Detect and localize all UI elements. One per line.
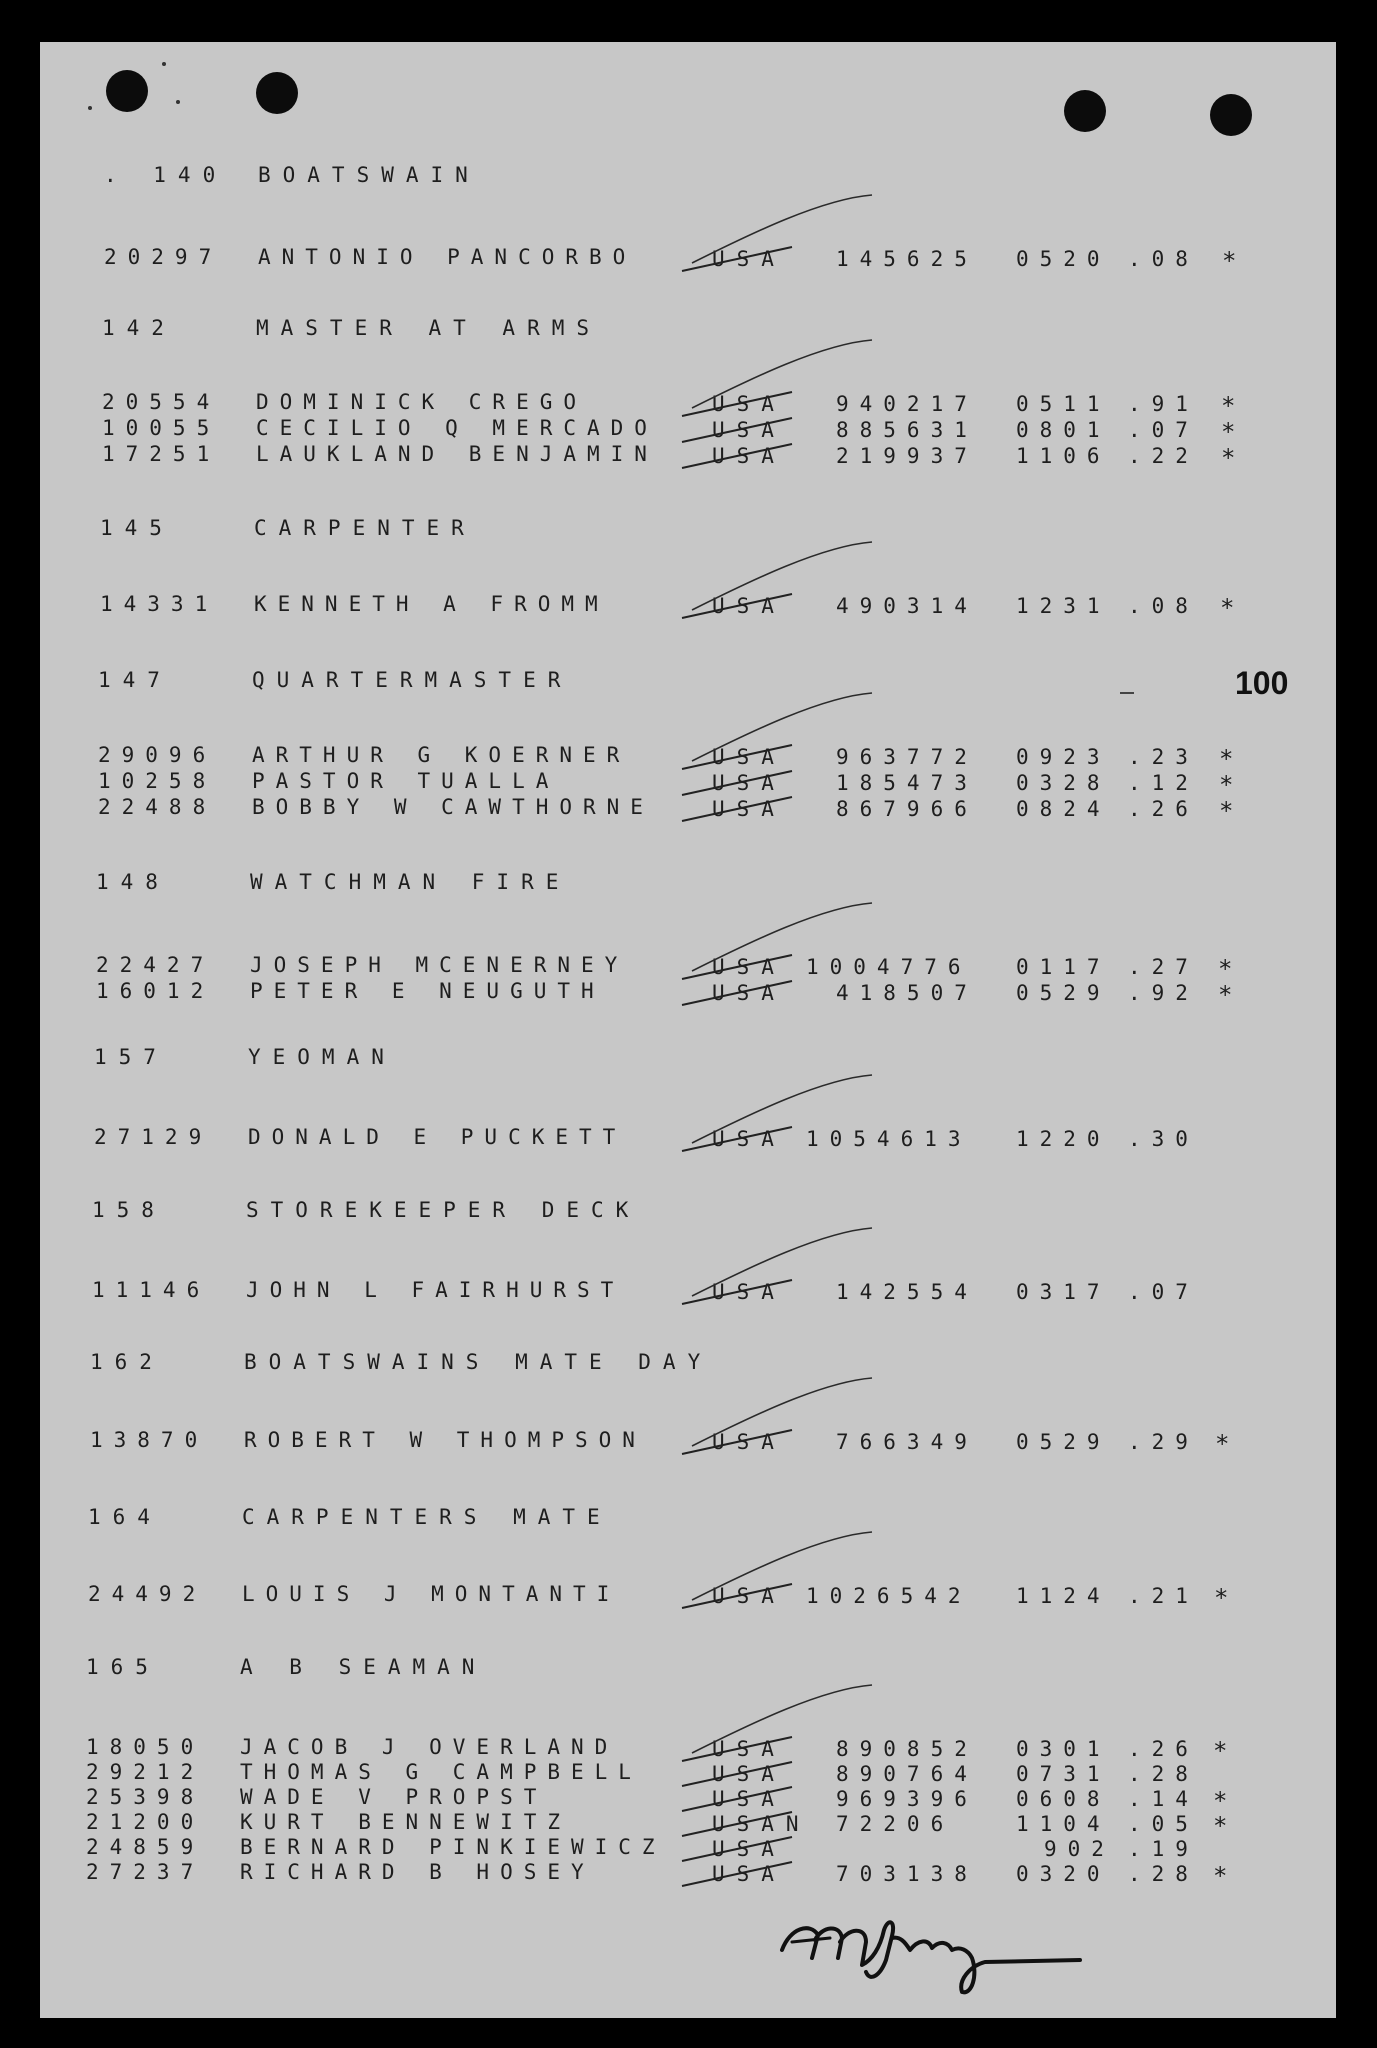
section-title: YEOMAN bbox=[248, 1045, 396, 1069]
employee-name: LAUKLAND BENJAMIN bbox=[256, 442, 658, 466]
section-title: BOATSWAINS MATE DAY bbox=[244, 1350, 713, 1374]
asterisk-mark: * bbox=[1219, 797, 1234, 825]
date-code: 1106 bbox=[1016, 444, 1111, 468]
employee-name: BERNARD PINKIEWICZ bbox=[240, 1835, 666, 1859]
value: .28 bbox=[1128, 1762, 1199, 1786]
employee-id: 13870 bbox=[90, 1428, 209, 1452]
employee-name: PASTOR TUALLA bbox=[252, 769, 560, 793]
date-code: 0117 bbox=[1016, 955, 1111, 979]
value: .91 bbox=[1128, 392, 1199, 416]
certificate-number: 940217 bbox=[836, 392, 978, 416]
citizenship: USA bbox=[712, 1862, 786, 1886]
value: .12 bbox=[1128, 771, 1199, 795]
value: .28 bbox=[1128, 1862, 1199, 1886]
citizenship: USA bbox=[712, 247, 786, 271]
date-code: 0520 bbox=[1016, 247, 1111, 271]
employee-id: 27129 bbox=[94, 1125, 213, 1149]
section-code: 157 bbox=[94, 1045, 168, 1069]
employee-id: 18050 bbox=[86, 1735, 205, 1759]
citizenship: USA bbox=[712, 745, 786, 769]
value: .23 bbox=[1128, 745, 1199, 769]
date-code: 902 bbox=[1044, 1837, 1115, 1861]
value: .29 bbox=[1128, 1430, 1199, 1454]
asterisk-mark: * bbox=[1213, 1812, 1228, 1840]
certificate-number: 142554 bbox=[836, 1280, 978, 1304]
employee-name: BOBBY W CAWTHORNE bbox=[252, 795, 654, 819]
value: .27 bbox=[1128, 955, 1199, 979]
date-code: 0801 bbox=[1016, 418, 1111, 442]
employee-name: ANTONIO PANCORBO bbox=[258, 245, 637, 269]
employee-id: 11146 bbox=[92, 1278, 211, 1302]
certificate-number: 1054613 bbox=[806, 1127, 972, 1151]
section-code: 145 bbox=[100, 516, 174, 540]
date-code: 0824 bbox=[1016, 797, 1111, 821]
asterisk-mark: * bbox=[1219, 745, 1234, 773]
value: .07 bbox=[1128, 418, 1199, 442]
section-title: A B SEAMAN bbox=[240, 1655, 487, 1679]
employee-id: 17251 bbox=[102, 442, 221, 466]
employee-name: WADE V PROPST bbox=[240, 1785, 548, 1809]
employee-name: CECILIO Q MERCADO bbox=[256, 416, 658, 440]
employee-name: JOHN L FAIRHURST bbox=[246, 1278, 625, 1302]
date-code: 1220 bbox=[1016, 1127, 1111, 1151]
value: .92 bbox=[1128, 981, 1199, 1005]
date-code: 0529 bbox=[1016, 981, 1111, 1005]
value: .30 bbox=[1128, 1127, 1199, 1151]
certificate-number: 703138 bbox=[836, 1862, 978, 1886]
section-code: 162 bbox=[90, 1350, 164, 1374]
employee-name: ARTHUR G KOERNER bbox=[252, 743, 631, 767]
section-title: MASTER AT ARMS bbox=[256, 316, 602, 340]
employee-name: DONALD E PUCKETT bbox=[248, 1125, 627, 1149]
value: .08 bbox=[1128, 247, 1199, 271]
section-code: 158 bbox=[92, 1198, 166, 1222]
employee-id: 24859 bbox=[86, 1835, 205, 1859]
employee-id: 14331 bbox=[100, 592, 219, 616]
citizenship: USA bbox=[712, 1762, 786, 1786]
value: .14 bbox=[1128, 1787, 1199, 1811]
certificate-number: 885631 bbox=[836, 418, 978, 442]
employee-name: RICHARD B HOSEY bbox=[240, 1860, 595, 1884]
certificate-number: 890852 bbox=[836, 1737, 978, 1761]
citizenship: USA bbox=[712, 771, 786, 795]
section-title: CARPENTER bbox=[254, 516, 476, 540]
date-code: 1231 bbox=[1016, 594, 1111, 618]
employee-id: 24492 bbox=[88, 1582, 207, 1606]
section-title: QUARTERMASTER bbox=[252, 668, 573, 692]
employee-id: 22488 bbox=[98, 795, 217, 819]
certificate-number: 1026542 bbox=[806, 1584, 972, 1608]
value: .26 bbox=[1128, 1737, 1199, 1761]
section-code: 148 bbox=[96, 870, 170, 894]
section-code: . 140 bbox=[104, 163, 228, 187]
value: .05 bbox=[1128, 1812, 1199, 1836]
page-number: 100 bbox=[1235, 665, 1289, 701]
employee-name: THOMAS G CAMPBELL bbox=[240, 1760, 642, 1784]
asterisk-mark: * bbox=[1218, 955, 1233, 983]
margin-dash bbox=[1120, 692, 1134, 694]
employee-name: ROBERT W THOMPSON bbox=[244, 1428, 646, 1452]
employee-name: KENNETH A FROMM bbox=[254, 592, 609, 616]
citizenship: USA bbox=[712, 594, 786, 618]
employee-id: 16012 bbox=[96, 979, 215, 1003]
employee-id: 10055 bbox=[102, 416, 221, 440]
certificate-number: 418507 bbox=[836, 981, 978, 1005]
certificate-number: 490314 bbox=[836, 594, 978, 618]
employee-id: 21200 bbox=[86, 1810, 205, 1834]
employee-id: 29212 bbox=[86, 1760, 205, 1784]
date-code: 0923 bbox=[1016, 745, 1111, 769]
date-code: 0328 bbox=[1016, 771, 1111, 795]
certificate-number: 890764 bbox=[836, 1762, 978, 1786]
certificate-number: 963772 bbox=[836, 745, 978, 769]
employee-id: 10258 bbox=[98, 769, 217, 793]
date-code: 0301 bbox=[1016, 1737, 1111, 1761]
asterisk-mark: * bbox=[1215, 1430, 1230, 1458]
section-code: 147 bbox=[98, 668, 172, 692]
certificate-number: 867966 bbox=[836, 797, 978, 821]
date-code: 1104 bbox=[1016, 1812, 1111, 1836]
citizenship: USA bbox=[712, 1280, 786, 1304]
citizenship: USA bbox=[712, 444, 786, 468]
employee-id: 20297 bbox=[104, 245, 223, 269]
citizenship: USA bbox=[712, 1584, 786, 1608]
asterisk-mark: * bbox=[1218, 981, 1233, 1009]
citizenship: USA bbox=[712, 392, 786, 416]
date-code: 0608 bbox=[1016, 1787, 1111, 1811]
asterisk-mark: * bbox=[1219, 771, 1234, 799]
employee-name: KURT BENNEWITZ bbox=[240, 1810, 572, 1834]
asterisk-mark: * bbox=[1220, 594, 1235, 622]
certificate-number: 185473 bbox=[836, 771, 978, 795]
value: .26 bbox=[1128, 797, 1199, 821]
employee-name: LOUIS J MONTANTI bbox=[242, 1582, 621, 1606]
citizenship: USA bbox=[712, 1430, 786, 1454]
employee-id: 20554 bbox=[102, 390, 221, 414]
certificate-number: 145625 bbox=[836, 247, 978, 271]
value: .22 bbox=[1128, 444, 1199, 468]
section-code: 164 bbox=[88, 1505, 162, 1529]
employee-id: 22427 bbox=[96, 953, 215, 977]
employee-name: PETER E NEUGUTH bbox=[250, 979, 605, 1003]
asterisk-mark: * bbox=[1213, 1862, 1228, 1890]
certificate-number: 969396 bbox=[836, 1787, 978, 1811]
employee-id: 29096 bbox=[98, 743, 217, 767]
citizenship: USAN bbox=[712, 1812, 811, 1836]
asterisk-mark: * bbox=[1213, 1787, 1228, 1815]
section-code: 165 bbox=[86, 1655, 160, 1679]
asterisk-mark: * bbox=[1214, 1584, 1229, 1612]
employee-id: 25398 bbox=[86, 1785, 205, 1809]
value: .07 bbox=[1128, 1280, 1199, 1304]
asterisk-mark: * bbox=[1222, 247, 1237, 275]
certificate-number: 219937 bbox=[836, 444, 978, 468]
date-code: 0731 bbox=[1016, 1762, 1111, 1786]
value: .08 bbox=[1128, 594, 1199, 618]
date-code: 0511 bbox=[1016, 392, 1111, 416]
value: .19 bbox=[1128, 1837, 1199, 1861]
date-code: 1124 bbox=[1016, 1584, 1111, 1608]
section-title: WATCHMAN FIRE bbox=[250, 870, 571, 894]
citizenship: USA bbox=[712, 1127, 786, 1151]
citizenship: USA bbox=[712, 1787, 786, 1811]
citizenship: USA bbox=[712, 1737, 786, 1761]
certificate-number: 1004776 bbox=[806, 955, 972, 979]
section-title: STOREKEEPER DECK bbox=[246, 1198, 641, 1222]
citizenship: USA bbox=[712, 418, 786, 442]
section-title: CARPENTERS MATE bbox=[242, 1505, 612, 1529]
asterisk-mark: * bbox=[1213, 1737, 1228, 1765]
certificate-number: 766349 bbox=[836, 1430, 978, 1454]
citizenship: USA bbox=[712, 797, 786, 821]
employee-name: JOSEPH MCENERNEY bbox=[250, 953, 629, 977]
certificate-number: 72206 bbox=[836, 1812, 955, 1836]
section-title: BOATSWAIN bbox=[258, 163, 480, 187]
citizenship: USA bbox=[712, 981, 786, 1005]
employee-name: JACOB J OVERLAND bbox=[240, 1735, 619, 1759]
citizenship: USA bbox=[712, 1837, 786, 1861]
date-code: 0320 bbox=[1016, 1862, 1111, 1886]
date-code: 0529 bbox=[1016, 1430, 1111, 1454]
date-code: 0317 bbox=[1016, 1280, 1111, 1304]
section-code: 142 bbox=[102, 316, 176, 340]
asterisk-mark: * bbox=[1221, 418, 1236, 446]
asterisk-mark: * bbox=[1221, 444, 1236, 472]
asterisk-mark: * bbox=[1221, 392, 1236, 420]
employee-id: 27237 bbox=[86, 1860, 205, 1884]
employee-name: DOMINICK CREGO bbox=[256, 390, 588, 414]
citizenship: USA bbox=[712, 955, 786, 979]
value: .21 bbox=[1128, 1584, 1199, 1608]
